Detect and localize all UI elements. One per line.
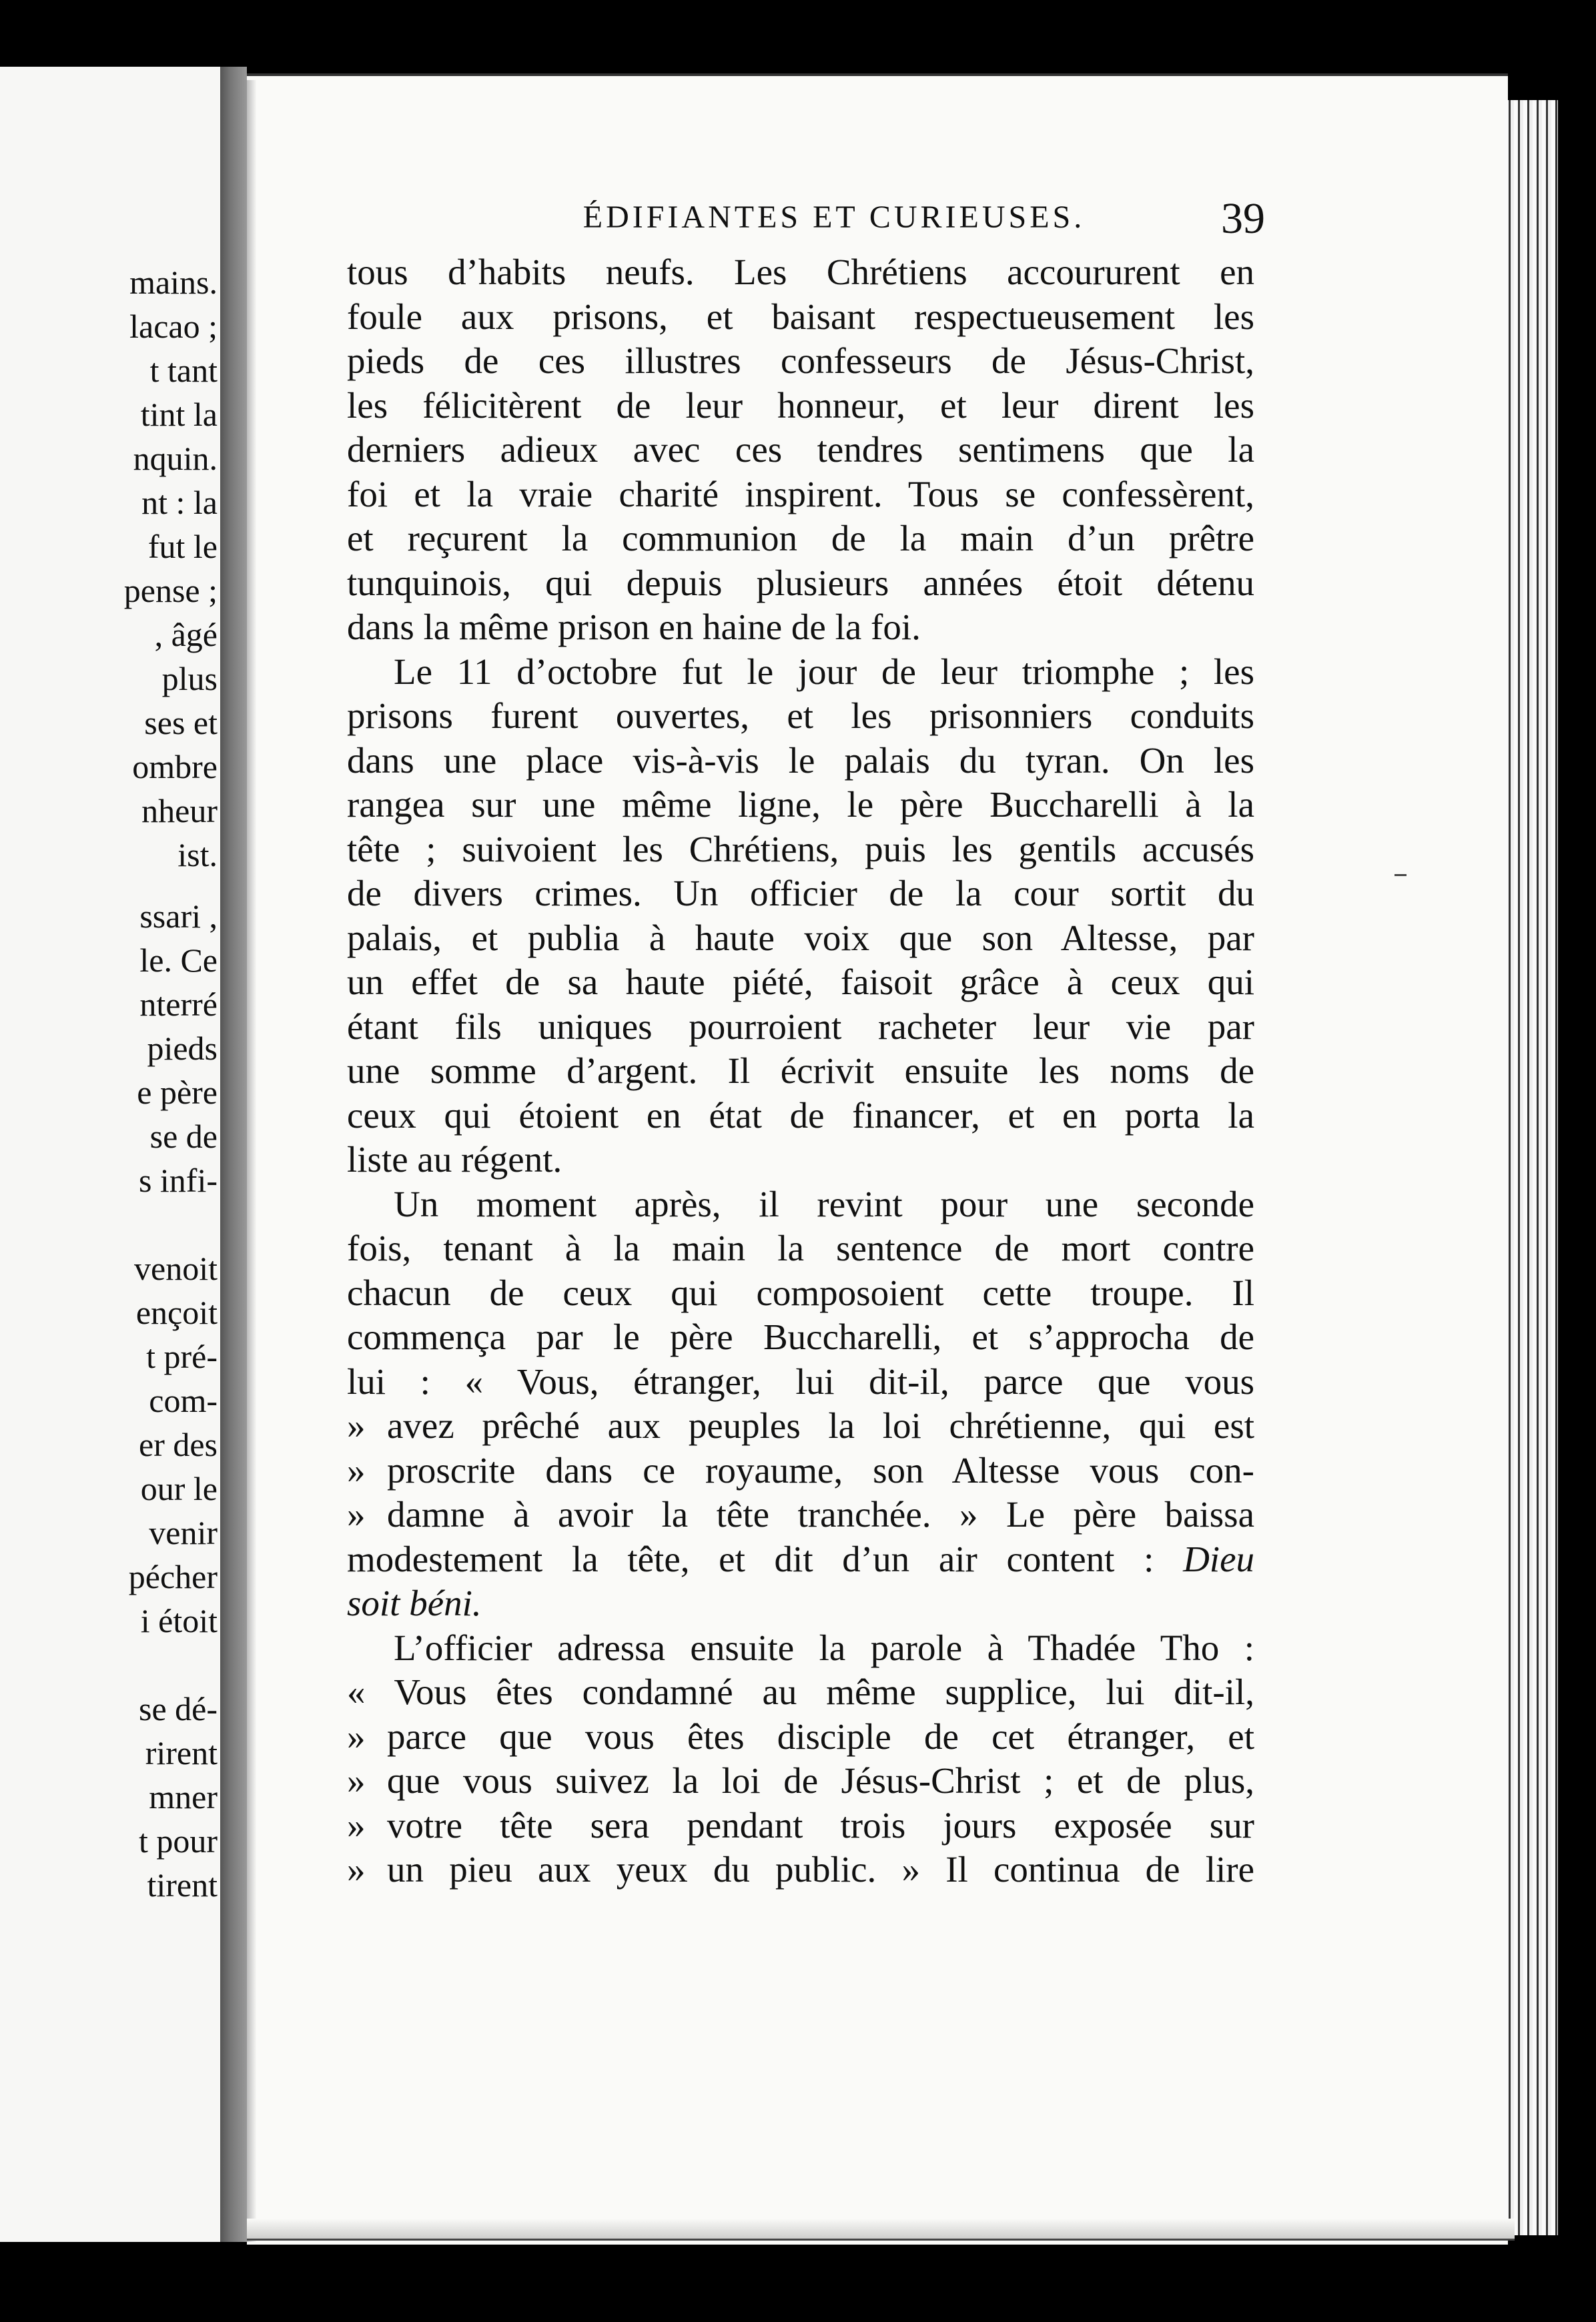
page-number: 39 — [1221, 194, 1265, 243]
italic-text: Dieu — [1183, 1538, 1254, 1579]
left-line: our le — [140, 1470, 218, 1507]
gutter-shadow — [247, 80, 256, 2242]
book-gutter — [220, 67, 247, 2242]
quote-text: parce que vous êtes disciple de cet étranger, et — [387, 1715, 1254, 1757]
quote-mark: » — [347, 1405, 366, 1446]
margin-mark — [1394, 874, 1407, 876]
text-line — [347, 1759, 1254, 1804]
left-line: ombre — [132, 748, 218, 785]
quote-mark: » — [347, 1494, 366, 1535]
left-line: nheur — [141, 792, 218, 829]
text-line: soit béni. — [347, 1583, 482, 1623]
text-line — [347, 1493, 1254, 1537]
left-line: e père — [137, 1074, 218, 1111]
left-line: plus — [161, 660, 218, 697]
quote-text: damne à avoir la tête tranchée. » Le père baissa — [387, 1494, 1254, 1535]
text-segment: modestement la tête, et dit d’un air content : — [347, 1538, 1154, 1579]
left-line: nterré — [139, 986, 218, 1023]
quote-mark: » — [347, 1449, 366, 1491]
text-line — [347, 1848, 1254, 1892]
left-line: pieds — [147, 1030, 218, 1067]
left-line: t tant — [149, 352, 218, 389]
left-line: venoit — [134, 1250, 218, 1287]
text-line — [347, 1715, 1254, 1760]
left-line: pécher — [128, 1558, 218, 1595]
text-line: rangea sur une même ligne, le père Buccharelli à la — [347, 784, 1254, 825]
text-line: L’officier adressa ensuite la parole à Thadée Tho : — [394, 1627, 1254, 1668]
left-line: pense ; — [123, 572, 218, 609]
left-line: ist. — [177, 836, 218, 873]
left-line: se de — [149, 1118, 218, 1155]
text-line: un effet de sa haute piété, faisoit grâce à ceux qui — [347, 961, 1254, 1002]
text-line — [347, 1804, 1254, 1848]
text-line: dans une place vis-à-vis le palais du tyran. On les — [347, 739, 1254, 781]
text-line: et reçurent la communion de la main d’un prêtre — [347, 518, 1254, 558]
page-edges — [1505, 100, 1558, 2235]
text-line: dans la même prison en haine de la foi. — [347, 607, 921, 647]
quote-mark: » — [347, 1804, 366, 1846]
text-line — [347, 1449, 1254, 1493]
bottom-page-edge — [247, 2219, 1515, 2241]
left-line: t pré- — [146, 1338, 218, 1375]
left-line: tirent — [147, 1866, 218, 1904]
left-line: nquin. — [133, 440, 218, 477]
text-line: liste au régent. — [347, 1139, 562, 1180]
left-line: ssari , — [139, 897, 218, 935]
left-line: mains. — [129, 264, 218, 301]
left-line: fut le — [147, 528, 218, 565]
text-line: foi et la vraie charité inspirent. Tous se confessèrent, — [347, 473, 1254, 514]
left-line: ençoit — [135, 1294, 218, 1331]
left-line: com- — [149, 1382, 218, 1419]
left-line: i étoit — [140, 1602, 218, 1639]
left-line: t pour — [138, 1822, 218, 1860]
text-line: ceux qui étoient en état de financer, et en porta la — [347, 1094, 1254, 1136]
left-line: lacao ; — [129, 308, 218, 345]
text-line: prisons furent ouvertes, et les prisonniers conduits — [347, 695, 1254, 736]
text-line: chacun de ceux qui composoient cette troupe. Il — [347, 1272, 1254, 1313]
text-line: tous d’habits neufs. Les Chrétiens accoururent en — [347, 252, 1254, 292]
text-line: Un moment après, il revint pour une seconde — [394, 1183, 1254, 1224]
left-line: nt : la — [141, 484, 218, 521]
text-line — [347, 1404, 1254, 1449]
text-line: pieds de ces illustres confesseurs de Jésus-Christ, — [347, 340, 1254, 381]
left-line: rirent — [145, 1734, 218, 1772]
text-line: de divers crimes. Un officier de la cour sortit du — [347, 873, 1254, 913]
left-page — [0, 67, 220, 2242]
text-line: fois, tenant à la main la sentence de mort contre — [347, 1228, 1254, 1268]
text-line: palais, et publia à haute voix que son Altesse, par — [347, 917, 1254, 958]
text-line: Le 11 d’octobre fut le jour de leur triomphe ; les — [394, 651, 1254, 692]
quote-text: que vous suivez la loi de Jésus-Christ ; et de plus, — [387, 1760, 1254, 1801]
running-head: ÉDIFIANTES ET CURIEUSES. — [582, 200, 1086, 235]
text-line: une somme d’argent. Il écrivit ensuite les noms de — [347, 1050, 1254, 1091]
left-line: se dé- — [139, 1690, 218, 1727]
body-text — [347, 250, 1254, 1892]
left-line: tint la — [140, 396, 218, 433]
text-line: étant fils uniques pourroient racheter leur vie par — [347, 1006, 1254, 1047]
quote-text: un pieu aux yeux du public. » Il continua de lire — [387, 1849, 1254, 1890]
left-line: venir — [149, 1514, 218, 1551]
quote-mark: » — [347, 1715, 366, 1757]
quote-mark: » — [347, 1760, 366, 1801]
text-line — [347, 1537, 1254, 1582]
left-line: le. Ce — [139, 941, 218, 979]
text-line: les félicitèrent de leur honneur, et leur dirent les — [347, 384, 1254, 426]
left-line: s infi- — [138, 1162, 218, 1199]
left-line: , âgé — [154, 616, 218, 653]
text-line: derniers adieux avec ces tendres sentimens que la — [347, 429, 1254, 470]
left-line: er des — [139, 1426, 218, 1463]
quote-text: avez prêché aux peuples la loi chrétienne, qui est — [387, 1405, 1254, 1446]
text-line: foule aux prisons, et baisant respectueusement les — [347, 296, 1254, 337]
text-line: « Vous êtes condamné au même supplice, lui dit-il, — [347, 1671, 1254, 1712]
text-line: tête ; suivoient les Chrétiens, puis les gentils accusés — [347, 828, 1254, 869]
text-line: commença par le père Buccharelli, et s’approcha de — [347, 1316, 1254, 1357]
text-line: lui : « Vous, étranger, lui dit-il, parce que vous — [347, 1361, 1254, 1402]
text-line: tunquinois, qui depuis plusieurs années étoit détenu — [347, 562, 1254, 603]
quote-mark: » — [347, 1849, 366, 1890]
left-line: ses et — [144, 704, 218, 741]
quote-text: votre tête sera pendant trois jours exposée sur — [387, 1804, 1254, 1846]
left-line: mner — [149, 1778, 218, 1816]
quote-text: proscrite dans ce royaume, son Altesse vous con- — [387, 1449, 1254, 1491]
